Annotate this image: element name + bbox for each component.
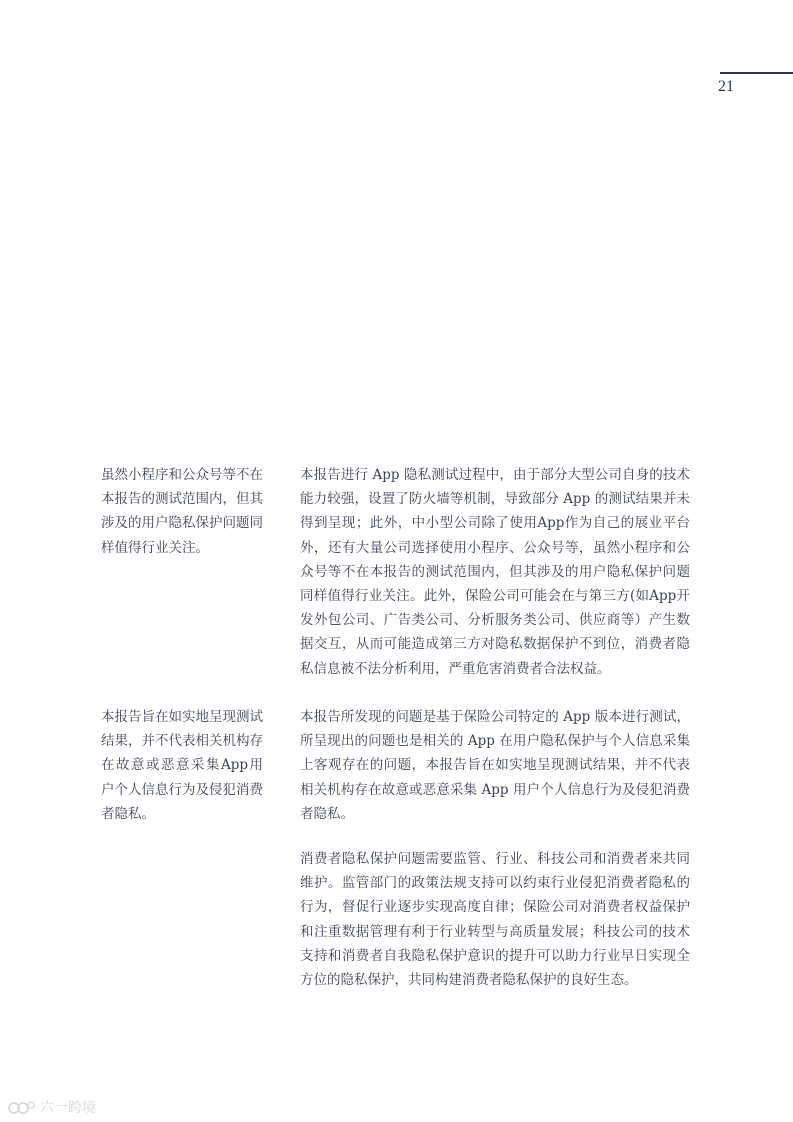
body-paragraph: 消费者隐私保护问题需要监管、行业、科技公司和消费者来共同维护。监管部门的政策法规支持可以约束行业侵犯消费者隐私的行为，督促行业逐步实现高度自律；保险公司对消费者权益保护和注重数据管理有利于行业转型与高质量发展；科技公司的技术支持和消费者自我隐私保护意识的提升可以助力行业早日实现全方位的隐私保护，共同构建消费者隐私保护的良好生态。	[300, 851, 690, 989]
side-note: 虽然小程序和公众号等不在本报告的测试范围内，但其涉及的用户隐私保护问题同样值得行业关注。	[101, 467, 263, 556]
watermark-text: 六一跨境	[40, 1100, 96, 1116]
body-paragraph: 本报告进行 App 隐私测试过程中，由于部分大型公司自身的技术能力较强，设置了防火墙等机制，导致部分 App 的测试结果并未得到呈现；此外，中小型公司除了使用App作为自己的展业平台外，还有大量公司选择使用小程序、公众号等，虽然小程序和公众号等不在本报告的测试范围内，但其涉及的用户隐私保护问题同样值得行业关注。此外，保险公司可能会在与第三方(如App开发外包公司、广告类公司、分析服务类公司、供应商等）产生数据交互，从而可能造成第三方对隐私数据保护不到位，消费者隐私信息被不法分析利用，严重危害消费者合法权益。	[300, 467, 690, 677]
header-rule	[720, 72, 793, 74]
page-number: 21	[718, 78, 734, 95]
watermark	[8, 1097, 96, 1117]
watermark-logo-icon	[8, 1099, 36, 1115]
side-note: 本报告旨在如实地呈现测试结果，并不代表相关机构存在故意或恶意采集App用户个人信息行为及侵犯消费者隐私。	[101, 709, 263, 822]
body-paragraph: 本报告所发现的问题是基于保险公司特定的 App 版本进行测试，所呈现出的问题也是相关的 App 在用户隐私保护与个人信息采集上客观存在的问题，本报告旨在如实地呈现测试结果，并不代表相关机构存在故意或恶意采集 App 用户个人信息行为及侵犯消费者隐私。	[300, 709, 690, 822]
